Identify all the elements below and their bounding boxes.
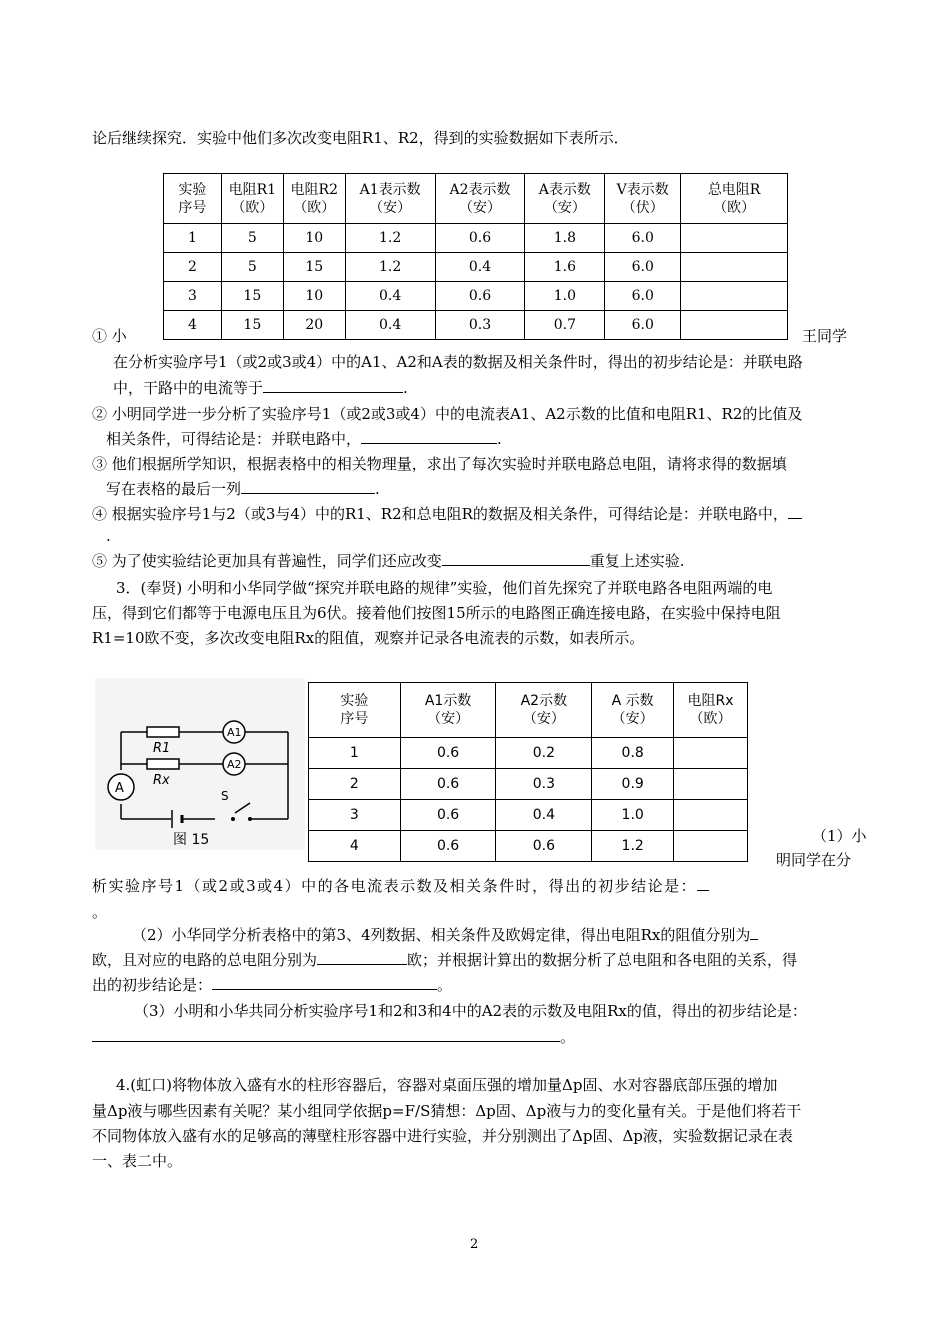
r1-label: R1 — [153, 741, 171, 756]
data-table-1 — [163, 173, 788, 340]
t1-cell: 1.0 — [525, 282, 605, 311]
t1-header-text: 电阻R2 — [290, 181, 338, 198]
t1-cell: 1.2 — [345, 224, 435, 253]
t2-rx-cell[interactable] — [674, 831, 748, 862]
t2-cell: 0.8 — [592, 738, 674, 769]
t2-cell: 2 — [309, 769, 401, 800]
table-row — [164, 224, 788, 253]
t1-header-text: （安） — [369, 199, 412, 216]
t1-cell: 0.6 — [435, 282, 525, 311]
t1-header-cell — [283, 174, 345, 224]
q4-line1 — [92, 504, 802, 524]
q1-line3-post: . — [403, 379, 408, 397]
t2-header-text: （欧） — [689, 711, 732, 727]
t1-cell: 6.0 — [605, 282, 681, 311]
p3q-l1-blank[interactable] — [697, 876, 709, 891]
t1-cell: 6.0 — [605, 311, 681, 340]
t1-header-text: （欧） — [713, 199, 756, 216]
t1-header-text: A2表示数 — [449, 181, 511, 198]
t2-header-cell — [592, 683, 674, 738]
t1-cell: 15 — [221, 311, 283, 340]
a1-label: A1 — [227, 726, 242, 739]
q1-line2: 在分析实验序号1（或2或3或4）中的A1、A2和A表的数据及相关条件时，得出的初步结论是：并联电路 — [113, 353, 803, 371]
a2-label: A2 — [227, 758, 242, 771]
table-row — [164, 311, 788, 340]
t1-cell: 6.0 — [605, 253, 681, 282]
q1-start: ① 小 — [92, 327, 127, 345]
t1-cell: 1.6 — [525, 253, 605, 282]
t2-header-text: （安） — [611, 711, 654, 727]
t1-cell: 0.3 — [435, 311, 525, 340]
t2-cell: 0.6 — [400, 738, 496, 769]
p3q-l2 — [132, 925, 758, 945]
t2-rx-cell[interactable] — [674, 800, 748, 831]
q3-line2-post: . — [375, 480, 380, 498]
rx-resistor — [147, 759, 179, 769]
table-row — [164, 253, 788, 282]
t1-header-cell — [605, 174, 681, 224]
t1-header-cell — [681, 174, 788, 224]
t1-cell: 15 — [283, 253, 345, 282]
t1-cell: 1.8 — [525, 224, 605, 253]
q1-answer-blank[interactable] — [263, 378, 403, 393]
t2-header-text: A 示数 — [611, 693, 654, 709]
p3q-l4-post: 。 — [437, 976, 453, 994]
t1-total-resistance-cell[interactable] — [681, 282, 788, 311]
p3q-l3-blank[interactable] — [317, 950, 407, 965]
q2-line2 — [106, 429, 502, 449]
t2-cell: 4 — [309, 831, 401, 862]
t1-header-text: （安） — [543, 199, 586, 216]
q3-line2 — [106, 479, 380, 499]
t1-cell: 20 — [283, 311, 345, 340]
q5-answer-blank[interactable] — [442, 551, 590, 566]
t2-cell: 0.6 — [496, 831, 592, 862]
t2-cell: 0.9 — [592, 769, 674, 800]
t1-total-resistance-cell[interactable] — [681, 311, 788, 340]
t2-rx-cell[interactable] — [674, 769, 748, 800]
q3-line1: ③ 他们根据所学知识，根据表格中的相关物理量，求出了每次实验时并联电路总电阻，请将求得的数据填 — [92, 455, 787, 473]
p3-line1: 3．(奉贤) 小明和小华同学做“探究并联电路的规律”实验，他们首先探究了并联电路各电阻两端的电 — [116, 579, 773, 597]
t1-header-text: （欧） — [231, 199, 274, 216]
t1-cell: 10 — [283, 224, 345, 253]
p3q-l4-pre: 出的初步结论是： — [92, 976, 213, 994]
t1-total-resistance-cell[interactable] — [681, 224, 788, 253]
s-label: S — [221, 789, 229, 803]
q1-line3 — [113, 378, 408, 398]
q2-line1: ② 小明同学进一步分析了实验序号1（或2或3或4）中的电流表A1、A2示数的比值和电阻R1、R2的比值及 — [92, 405, 803, 423]
q4-answer-blank[interactable] — [788, 504, 802, 519]
t2-header-text: 实验 — [340, 693, 369, 709]
t1-cell: 3 — [164, 282, 222, 311]
t1-cell: 10 — [283, 282, 345, 311]
t2-header-cell — [496, 683, 592, 738]
t2-rx-cell[interactable] — [674, 738, 748, 769]
q4-line1-text: ④ 根据实验序号1与2（或3与4）中的R1、R2和总电阻R的数据及相关条件，可得结论是：并联电路中， — [92, 505, 788, 523]
t1-cell: 0.4 — [345, 282, 435, 311]
t1-cell: 5 — [221, 224, 283, 253]
t2-cell: 1.2 — [592, 831, 674, 862]
t2-header-text: 序号 — [340, 711, 369, 727]
q5-pre: ⑤ 为了使实验结论更加具有普遍性，同学们还应改变 — [92, 552, 442, 570]
q2-answer-blank[interactable] — [361, 429, 497, 444]
q5-line — [92, 551, 685, 571]
p4-line1: 4.(虹口)将物体放入盛有水的柱形容器后，容器对桌面压强的增加量Δp固、水对容器底部压强的增加 — [116, 1076, 778, 1094]
p3q-l3 — [92, 950, 797, 970]
p3q-l1 — [92, 876, 709, 896]
t1-cell: 0.7 — [525, 311, 605, 340]
t1-header-text: 实验 — [178, 181, 207, 198]
t1-cell: 15 — [221, 282, 283, 311]
t1-cell: 1 — [164, 224, 222, 253]
t2-cell: 1.0 — [592, 800, 674, 831]
p3q-l5: （3）小明和小华共同分析实验序号1和2和3和4中的A2表的示数及电阻Rx的值，得出的初步结论是： — [134, 1002, 807, 1020]
table-row — [309, 831, 748, 862]
table-row — [309, 769, 748, 800]
t2-cell: 1 — [309, 738, 401, 769]
p3-line2: 压，得到它们都等于电源电压且为6伏。接着他们按图15所示的电路图正确连接电路，在实验中保持电阻 — [92, 604, 781, 622]
t1-header-text: 总电阻R — [707, 181, 761, 198]
page-number: 2 — [470, 1237, 479, 1252]
t1-total-resistance-cell[interactable] — [681, 253, 788, 282]
p3q-l4 — [92, 975, 452, 995]
p3q-l1b: 。 — [92, 903, 108, 921]
t1-header-text: V表示数 — [616, 181, 669, 198]
t2-header-text: （安） — [427, 711, 470, 727]
t1-header-text: 序号 — [178, 199, 207, 216]
table-row — [309, 800, 748, 831]
t2-cell: 0.6 — [400, 769, 496, 800]
t1-header-text: （伏） — [621, 199, 664, 216]
t1-cell: 0.4 — [345, 311, 435, 340]
t2-cell: 0.3 — [496, 769, 592, 800]
p3q-side1: （1）小 — [812, 827, 867, 845]
rx-label: Rx — [153, 773, 170, 788]
p3q-l6-blank[interactable] — [92, 1027, 560, 1042]
t1-header-cell — [435, 174, 525, 224]
data-table-2 — [308, 682, 748, 862]
t1-cell: 5 — [221, 253, 283, 282]
circuit-diagram — [95, 678, 305, 850]
t2-header-text: 电阻Rx — [687, 693, 734, 709]
p3q-l6 — [92, 1027, 575, 1047]
p3q-l3-pre: 欧，且对应的电路的总电阻分别为 — [92, 951, 318, 969]
figure-caption: 图 15 — [173, 832, 210, 848]
t2-header-text: （安） — [522, 711, 565, 727]
q3-answer-blank[interactable] — [241, 479, 375, 494]
p3q-l6-post: 。 — [560, 1028, 576, 1046]
q4-line2: . — [106, 527, 111, 545]
t1-header-text: （安） — [459, 199, 501, 216]
q1-end: 王同学 — [802, 327, 848, 345]
t2-cell: 3 — [309, 800, 401, 831]
intro-line: 论后继续探究．实验中他们多次改变电阻R1、R2，得到的实验数据如下表所示． — [92, 129, 629, 147]
t2-header-text: A2示数 — [520, 693, 568, 709]
t2-header-cell — [309, 683, 401, 738]
t1-header-cell — [525, 174, 605, 224]
p3-line3: R1=10欧不变，多次改变电阻Rx的阻值，观察并记录各电流表的示数，如表所示。 — [92, 629, 645, 647]
t1-header-cell — [221, 174, 283, 224]
p3q-l2-blank[interactable] — [750, 925, 758, 940]
t2-cell: 0.4 — [496, 800, 592, 831]
q2-line2-pre: 相关条件，可得结论是：并联电路中， — [106, 430, 362, 448]
p3q-l3-post: 欧；并根据计算出的数据分析了总电阻和各电阻的关系，得 — [407, 951, 798, 969]
table-row — [309, 738, 748, 769]
p3q-l1-text: 析实验序号1（或2或3或4）中的各电流表示数及相关条件时，得出的初步结论是： — [92, 877, 698, 895]
t2-cell: 0.6 — [400, 800, 496, 831]
t1-header-text: 电阻R1 — [228, 181, 277, 198]
table-row — [164, 282, 788, 311]
p3q-l4-blank[interactable] — [212, 975, 437, 990]
p4-line3: 不同物体放入盛有水的足够高的薄壁柱形容器中进行实验，并分别测出了Δp固、Δp液，实验数据记录在表 — [92, 1127, 793, 1145]
t1-cell: 1.2 — [345, 253, 435, 282]
q2-line2-post: . — [497, 430, 502, 448]
t2-cell: 0.2 — [496, 738, 592, 769]
t1-header-text: A表示数 — [538, 181, 591, 198]
t2-header-text: A1示数 — [424, 693, 472, 709]
t1-header-cell — [345, 174, 435, 224]
t1-cell: 4 — [164, 311, 222, 340]
q3-line2-pre: 写在表格的最后一列 — [106, 480, 242, 498]
t1-cell: 0.4 — [435, 253, 525, 282]
p3q-l2-text: （2）小华同学分析表格中的第3、4列数据、相关条件及欧姆定律，得出电阻Rx的阻值分别为 — [132, 926, 751, 944]
p4-line2: 量Δp液与哪些因素有关呢？某小组同学依据p=F/S猜想：Δp固、Δp液与力的变化量有关。于是他们将若干 — [92, 1102, 802, 1120]
r1-resistor — [147, 727, 179, 737]
t1-cell: 0.6 — [435, 224, 525, 253]
t1-header-text: A1表示数 — [359, 181, 421, 198]
t1-header-text: （欧） — [293, 199, 336, 216]
t2-header-cell — [400, 683, 496, 738]
q5-post: 重复上述实验. — [589, 552, 685, 570]
t2-header-cell — [674, 683, 748, 738]
t2-cell: 0.6 — [400, 831, 496, 862]
t1-cell: 6.0 — [605, 224, 681, 253]
t1-header-cell — [164, 174, 222, 224]
q1-line3-pre: 中，干路中的电流等于 — [113, 379, 264, 397]
p4-line4: 一、表二中。 — [92, 1152, 183, 1170]
t1-cell: 2 — [164, 253, 222, 282]
a-label: A — [115, 781, 124, 796]
p3q-side2: 明同学在分 — [776, 851, 852, 869]
